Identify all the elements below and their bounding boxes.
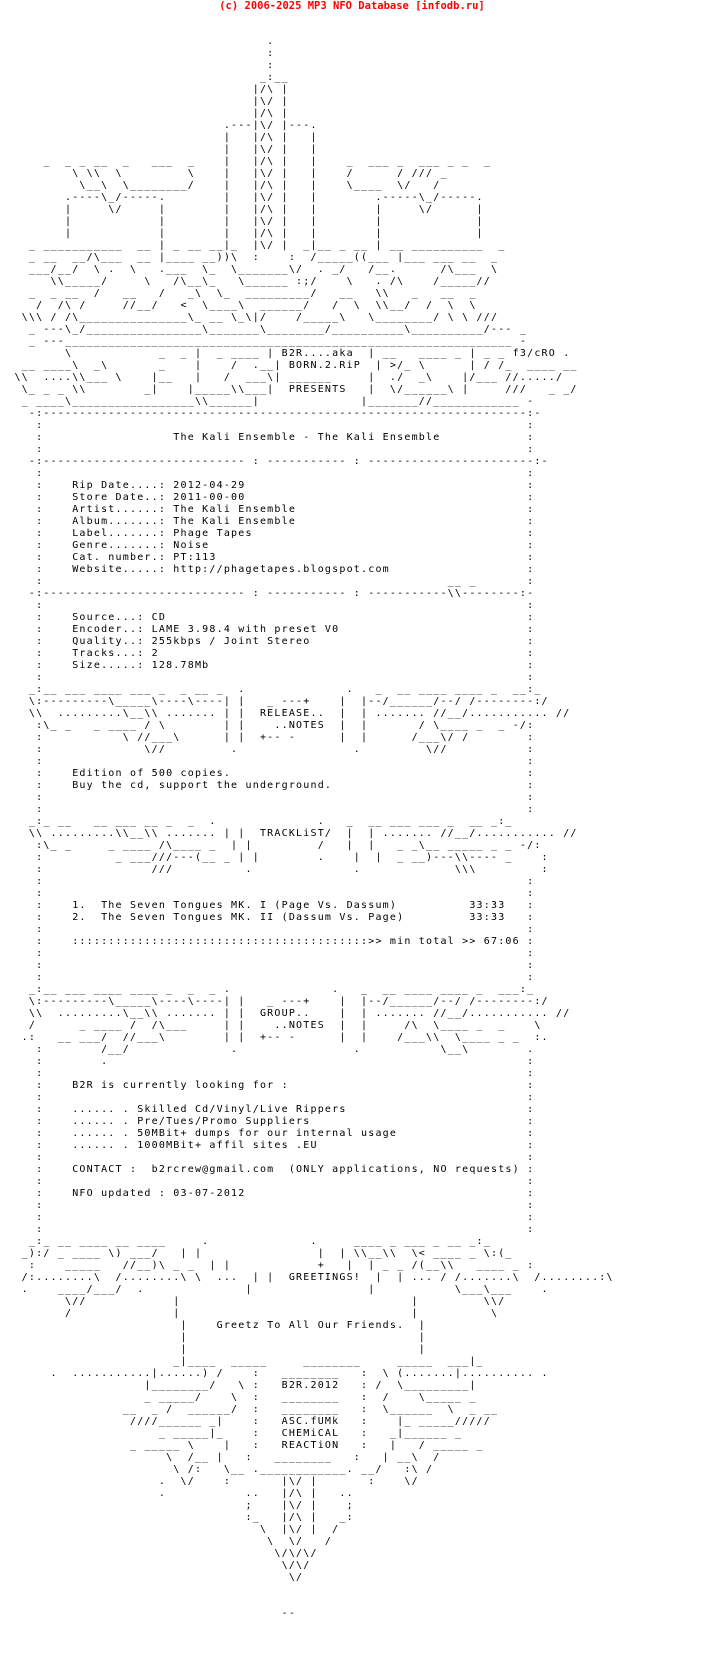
nfo-ascii-art	[0, 24, 704, 1620]
nfo-line: |/\ |	[0, 108, 289, 119]
nfo-line: | | | |/\ | | | |	[0, 228, 484, 239]
nfo-line: | | | |\/ | | | |	[0, 216, 484, 227]
nfo-line: _ ---\_/________________\_______\________/__________\__________/--- _	[0, 324, 528, 335]
nfo-line: : NFO updated : 03-07-2012 :	[0, 1188, 535, 1199]
nfo-line: __ _ / ______/ : ________ : \______ \ _ __	[0, 1404, 499, 1415]
nfo-line: --	[0, 1608, 297, 1619]
nfo-line: \ \/ /	[0, 1536, 333, 1547]
nfo-line: \\\ / /\_______________\_ __ \_\|/ /_____\ \________/ \ \ ///	[0, 312, 499, 323]
nfo-line: : :	[0, 1200, 535, 1211]
nfo-line: : :	[0, 444, 535, 455]
nfo-line: : CONTACT : b2rcrew@gmail.com (ONLY applications, NO requests) :	[0, 1164, 535, 1175]
nfo-line: _:__ ___ ____ ____ _ _ _ . . _ __ ____ ____ _ ___:_	[0, 984, 535, 995]
nfo-line: _:_ __ __ ___ __ _ _ . . _ __ ___ ___ _ __ _:_	[0, 816, 513, 827]
nfo-line: _ ____\_________________\\______| |_______//____________ -	[0, 396, 535, 407]
nfo-line: : Source...: CD :	[0, 612, 535, 623]
nfo-line: .----\_/-----. | |\/ | | .-----\_/-----.	[0, 192, 484, 203]
nfo-line: : Buy the cd, support the underground. :	[0, 780, 535, 791]
nfo-line: / /\ / //__/ < \____\ ______/ / \ \\__/ / \ \	[0, 300, 477, 311]
nfo-line: _ _____ \ | : REACTiON : | / _____ _	[0, 1440, 484, 1451]
nfo-line: \ /__ | : ________ : | __\ /	[0, 1452, 441, 1463]
nfo-line: _|____ _____ ________ _____ ___|_	[0, 1356, 484, 1367]
nfo-line: _ _____/ \ : ________ : / \_____ _	[0, 1392, 477, 1403]
nfo-line: : :	[0, 972, 535, 983]
nfo-line: . \/ : |\/ | : \/	[0, 1476, 419, 1487]
nfo-line: : :	[0, 1224, 535, 1235]
nfo-line: : :	[0, 756, 535, 767]
nfo-line: | |	[0, 1332, 427, 1343]
nfo-line: -:-------------------------------------------------------------------:-	[0, 408, 542, 419]
nfo-line: : :	[0, 1092, 535, 1103]
nfo-line: \\_____/ \ /\__\_ \______ :;/ \ . /\ /_____//	[0, 276, 491, 287]
nfo-line: : . :	[0, 1056, 535, 1067]
nfo-line: :_ |/\ | _:	[0, 1512, 354, 1523]
nfo-line: : :	[0, 1176, 535, 1187]
nfo-line: \/\/	[0, 1560, 311, 1571]
nfo-line: : __ _ :	[0, 576, 535, 587]
nfo-line: : 1. The Seven Tongues MK. I (Page Vs. Dassum) 33:33 :	[0, 900, 535, 911]
nfo-line: .: __ ___/ //___\ | | +-- - | | /___\\ \____ _ _ :.	[0, 1032, 549, 1043]
nfo-line: -:---------------------------- : ----------- : -----------\\--------:-	[0, 588, 535, 599]
nfo-line: _:_ __ ____ __ ____ . . ____ _ ___ _ __ _:_	[0, 1236, 491, 1247]
nfo-line: | |/\ | |	[0, 132, 318, 143]
nfo-line: : 2. The Seven Tongues MK. II (Dassum Vs. Page) 33:33 :	[0, 912, 535, 923]
nfo-line: _ ---______________________________________________________________ -	[0, 336, 528, 347]
nfo-line: ___/__/ \ . \ .___ \_ \_______\/ . _/ /__. /\___ \	[0, 264, 499, 275]
nfo-line: |\/ |	[0, 96, 289, 107]
nfo-line: .---|\/ |---.	[0, 120, 318, 131]
nfo-line: : \// . . \// :	[0, 744, 535, 755]
nfo-line: _):/ _ ____ \) ___/ | | | | \\__\\ \< ____ _ \:(_	[0, 1248, 513, 1259]
nfo-line: :	[0, 60, 275, 71]
nfo-line: : :	[0, 420, 535, 431]
nfo-line: \\ .........\__\\ ....... | | GROUP.. | | ....... //__/........... //	[0, 1008, 571, 1019]
nfo-line: : ...... . Skilled Cd/Vinyl/Live Rippers :	[0, 1104, 535, 1115]
nfo-line: . .. |/\ | ..	[0, 1488, 354, 1499]
nfo-line: :\_ _ _ ____ / \ | | ..NOTES | | / \____ _ _ -/:	[0, 720, 535, 731]
nfo-line: :\_ _ _ ____ /\____ _ | | / | | _ _\__ _____ _ _ -/:	[0, 840, 542, 851]
nfo-line: __ ____\ _\ _ | / .__| BORN.2.RiP | >/_ \ | / /_ ____ __	[0, 360, 578, 371]
nfo-line: | |\/ | |	[0, 144, 318, 155]
nfo-line: : :	[0, 792, 535, 803]
nfo-line: / _ ____ / /\___ | | ..NOTES | | /\ \____ _ _ \	[0, 1020, 542, 1031]
nfo-line: \\ .........\__\\ ....... | | RELEASE.. | | ....... //__/........... //	[0, 708, 571, 719]
nfo-line: : :	[0, 924, 535, 935]
nfo-line: : :	[0, 672, 535, 683]
nfo-line: _ _ _ __ _ ___ _ | |/\ | | _ ___ _ ___ _ _ _	[0, 156, 491, 167]
nfo-line: ; |\/ | ;	[0, 1500, 354, 1511]
nfo-line: : Cat. number.: PT:113 :	[0, 552, 535, 563]
nfo-line: : The Kali Ensemble - The Kali Ensemble :	[0, 432, 535, 443]
nfo-line: : :	[0, 876, 535, 887]
nfo-line: : Size.....: 128.78Mb :	[0, 660, 535, 671]
nfo-line: : :	[0, 1152, 535, 1163]
nfo-line: \\ ....\\___ \ |__ | / ___\| ______ | ./ _\ |/___ //...../	[0, 372, 564, 383]
nfo-line: : _ ___///---(__ _ | | . | | _ __)---\\---- _ :	[0, 852, 549, 863]
nfo-line: | |	[0, 1344, 427, 1355]
nfo-line: : :	[0, 960, 535, 971]
nfo-line: :	[0, 48, 275, 59]
nfo-line: ////______ _| : ASC.fUMk : |_ _____/////	[0, 1416, 491, 1427]
nfo-line: : _____ //__)\ _ _ | | + | | _ _ /(__\\ ____ _ :	[0, 1260, 535, 1271]
nfo-line: : Label.......: Phage Tapes :	[0, 528, 535, 539]
nfo-line	[0, 1584, 704, 1596]
nfo-line: | Greetz To All Our Friends. |	[0, 1320, 427, 1331]
nfo-line: _ __ __/\___ __ |____ __))\ : : /_____((___ |___ ___ __ _	[0, 252, 499, 263]
nfo-line: : Store Date..: 2011-00-00 :	[0, 492, 535, 503]
nfo-line: : :	[0, 948, 535, 959]
nfo-line: : :	[0, 600, 535, 611]
nfo-line: : :::::::::::::::::::::::::::::::::::::::::>> min total >> 67:06 :	[0, 936, 535, 947]
nfo-line: : B2R is currently looking for : :	[0, 1080, 535, 1091]
nfo-line: \ \\ \ \ | |\/ | | / / /// _	[0, 168, 448, 179]
nfo-line: : :	[0, 1068, 535, 1079]
nfo-line: \/\/\/	[0, 1548, 318, 1559]
nfo-line: \ /: \__ .____________. __/ :\ /	[0, 1464, 434, 1475]
nfo-line: : /// . . \\\ :	[0, 864, 549, 875]
nfo-line: : :	[0, 804, 535, 815]
nfo-line	[0, 1596, 704, 1608]
nfo-line: : Genre.......: Noise :	[0, 540, 535, 551]
nfo-line: _ _____|_ : CHEMiCAL : _|______ _	[0, 1428, 463, 1439]
nfo-line: : Album.......: The Kali Ensemble :	[0, 516, 535, 527]
nfo-line: / | | \	[0, 1308, 499, 1319]
nfo-line: \ _ _ | _ ____ | B2R....aka | __ ____ _ | _ _ f3/cRO .	[0, 348, 571, 359]
nfo-line: : Website.....: http://phagetapes.blogspot.com :	[0, 564, 535, 575]
nfo-line: . ...........|......) / : ________ : \ (.......|.......... .	[0, 1368, 549, 1379]
nfo-line: \:---------\_____\----\----| | _ ---+ | |--/______/--/ /--------:/	[0, 696, 549, 707]
nfo-line: : Encoder..: LAME 3.98.4 with preset V0 :	[0, 624, 535, 635]
nfo-line: -:---------------------------- : ----------- : -----------------------:-	[0, 456, 549, 467]
nfo-line: \// | | \\/	[0, 1296, 506, 1307]
nfo-line: \ |\/ | /	[0, 1524, 340, 1535]
nfo-line: \\ .........\\__\\ ....... | | TRACKLiST/ | | ....... //__/........... //	[0, 828, 578, 839]
nfo-line: | \/ | | |/\ | | | \/ |	[0, 204, 484, 215]
nfo-line: _:__	[0, 72, 289, 83]
nfo-line: _:__ ___ ____ ___ _ _ __ _ . . _ __ ____ ____ _ __:_	[0, 684, 542, 695]
nfo-line: : ...... . 50MBit+ dumps for our internal usage :	[0, 1128, 535, 1139]
nfo-line: _ _ __ / __ / _\ \_ _________/ __ \\ _ __ _	[0, 288, 477, 299]
nfo-line: \:---------\_____\----\----| | _ ---+ | |--/______/--/ /--------:/	[0, 996, 549, 1007]
nfo-line: : Rip Date....: 2012-04-29 :	[0, 480, 535, 491]
nfo-line: . ____/___/ . | | \___\___ .	[0, 1284, 549, 1295]
nfo-line: : \ //___\ | | +-- - | | /___\/ / :	[0, 732, 535, 743]
nfo-line: |________/ \ : B2R.2012 : / \_________|	[0, 1380, 477, 1391]
copyright-header: (c) 2006-2025 MP3 NFO Database [infodb.ru]	[219, 0, 485, 12]
nfo-line: : ...... . 1000MBit+ affil sites .EU :	[0, 1140, 535, 1151]
nfo-line: : ...... . Pre/Tues/Promo Suppliers :	[0, 1116, 535, 1127]
nfo-line: : Artist......: The Kali Ensemble :	[0, 504, 535, 515]
nfo-line: : :	[0, 468, 535, 479]
nfo-line: \__\ \________/ | |/\ | | \____ \/ /	[0, 180, 441, 191]
nfo-line: _ ___________ __ | _ __ __|_ |\/ | _|__ _ __ | __ __________ _	[0, 240, 506, 251]
nfo-line: /:........\ /........\ \ ... | | GREETINGS! | | ... / /.......\ /........:\	[0, 1272, 614, 1283]
nfo-line: : /__/ . . \__\ .	[0, 1044, 535, 1055]
nfo-line: : Edition of 500 copies. :	[0, 768, 535, 779]
nfo-line: : :	[0, 1212, 535, 1223]
nfo-line: \_ _ _ \\ _| |_____\\___| PRESENTS | \/______\ | /// _ _/	[0, 384, 578, 395]
nfo-line: : Tracks...: 2 :	[0, 648, 535, 659]
nfo-line	[0, 24, 704, 36]
nfo-line: : :	[0, 888, 535, 899]
nfo-line: |/\ |	[0, 84, 289, 95]
nfo-line: \/	[0, 1572, 304, 1583]
nfo-line: .	[0, 36, 275, 47]
nfo-line: : Quality..: 255kbps / Joint Stereo :	[0, 636, 535, 647]
